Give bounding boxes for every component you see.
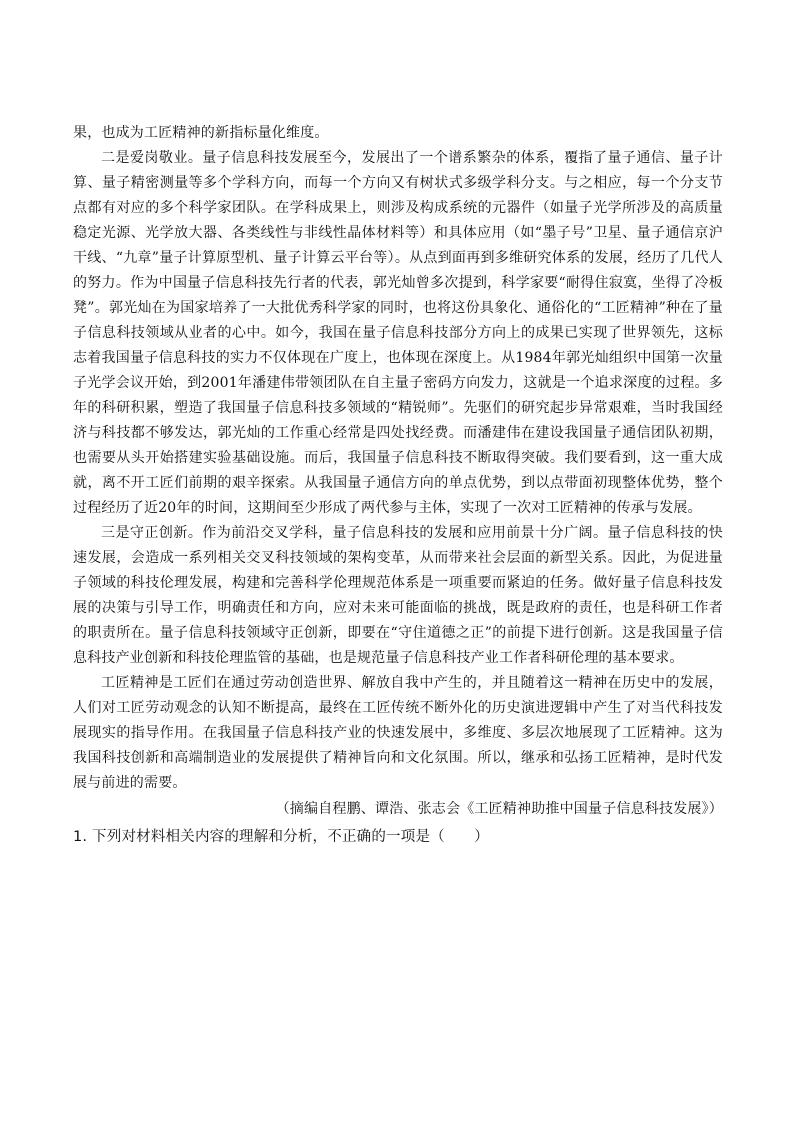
paragraph-conclusion: 工匠精神是工匠们在通过劳动创造世界、解放自我中产生的，并且随着这一精神在历史中的发展，人们对工匠劳动观念的认知不断提高，最终在工匠传统不断外化的历史演进逻辑中产生了对当代科技发展现实的指导作用。在我国量子信息科技产业的快速发展中，多维度、多层次地展现了工匠精神。这为我国科技创新和高端制造业的发展提供了精神旨向和文化氛围。所以，继承和弘扬工匠精神，是时代发展与前进的需要。 bbox=[73, 675, 723, 791]
paragraph-dedication: 二是爱岗敬业。量子信息科技发展至今，发展出了一个谱系繁杂的体系，覆指了量子通信、量子计算、量子精密测量等多个学科方向，而每一个方向又有树状式多级学科分支。与之相应，每一个分支节点都有对应的多个科学家团队。在学科成果上，则涉及构成系统的元器件（如量子光学所涉及的高质量稳定光源、光学放大器、各类线性与非线性晶体材料等）和具体应用（如“墨子号”卫星、量子通信京沪干线、“九章”量子计算原型机、量子计算云平台等）。从点到面再到多维研究体系的发展，经历了几代人的努力。作为中国量子信息科技先行者的代表，郭光灿曾多次提到，科学家要“耐得住寂寞，坐得了冷板凳”。郭光灿在为国家培养了一大批优秀科学家的同时，也将这份具象化、通俗化的“工匠精神”种在了量子信息科技领域从业者的心中。如今，我国在量子信息科技部分方向上的成果已实现了世界领先，这标志着我国量子信息科技的实力不仅体现在广度上，也体现在深度上。从1984年郭光灿组织中国第一次量子光学会议开始，到2001年潘建伟带领团队在自主量子密码方向发力，这就是一个追求深度的过程。多年的科研积累，塑造了我国量子信息科技多领域的“精锐师”。先驱们的研究起步异常艰难，当时我国经济与科技都不够发达，郭光灿的工作重心经常是四处找经费。而潘建伟在建设我国量子通信团队初期，也需要从头开始搭建实验基础设施。而后，我国量子信息科技不断取得突破。我们要看到，这一重大成就，离不开工匠们前期的艰辛探索。从我国量子通信方向的单点优势，到以点带面初现整体优势，整个过程经历了近20年的时间，这期间至少形成了两代参与主体，实现了一次对工匠精神的传承与发展。 bbox=[73, 150, 723, 516]
paragraph-innovation: 三是守正创新。作为前沿交叉学科，量子信息科技的发展和应用前景十分广阔。量子信息科技的快速发展，会造成一系列相关交叉科技领域的架构变革，从而带来社会层面的新型关系。因此，为促进量子领域的科技伦理发展，构建和完善科学伦理规范体系是一项重要而紧迫的任务。做好量子信息科技发展的决策与引导工作，明确责任和方向，应对未来可能面临的挑战，既是政府的责任，也是科研工作者的职责所在。量子信息科技领域守正创新，即要在“守住道德之正”的前提下进行创新。这是我国量子信息科技产业创新和科技伦理监管的基础，也是规范量子信息科技产业工作者科研伦理的基本要求。 bbox=[73, 525, 723, 666]
article-source: （摘编自程鹏、谭浩、张志会《工匠精神助推中国量子信息科技发展》） bbox=[275, 801, 723, 817]
article-body bbox=[73, 121, 723, 850]
question-1: 1. 下列对材料相关内容的理解和分析，不正确的一项是（ ） bbox=[73, 829, 489, 845]
paragraph-continuation: 果，也成为工匠精神的新指标量化维度。 bbox=[73, 125, 329, 141]
